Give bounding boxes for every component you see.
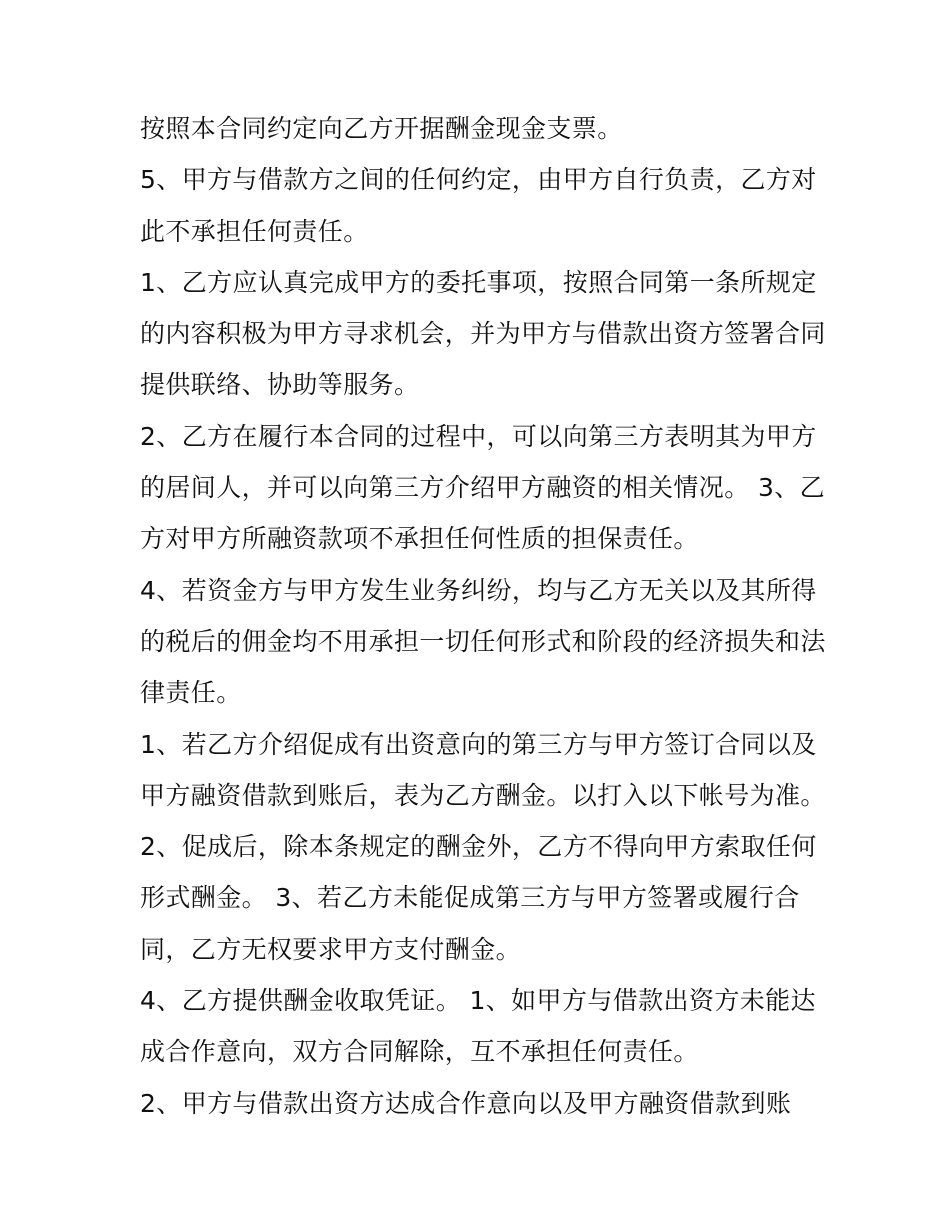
- text-line: 甲方融资借款到账后，表为乙方酬金。以打入以下帐号为准。: [140, 780, 826, 810]
- text-line: 2、促成后，除本条规定的酬金外，乙方不得向甲方索取任何: [140, 832, 817, 862]
- text-line: 1、若乙方介绍促成有出资意向的第三方与甲方签订合同以及: [140, 729, 817, 759]
- text-line: 成合作意向，双方合同解除，互不承担任何责任。: [140, 1037, 699, 1067]
- text-line: 律责任。: [140, 678, 242, 708]
- text-line: 的税后的佣金均不用承担一切任何形式和阶段的经济损失和法: [140, 626, 826, 656]
- document-body: [140, 103, 826, 1129]
- text-line: 此不承担任何责任。: [140, 216, 369, 246]
- text-line: 1、乙方应认真完成甲方的委托事项，按照合同第一条所规定: [140, 267, 817, 297]
- text-line: 4、乙方提供酬金收取凭证。 1、如甲方与借款出资方未能达: [140, 986, 816, 1016]
- text-line: 按照本合同约定向乙方开据酬金现金支票。: [140, 114, 623, 143]
- text-line: 的内容积极为甲方寻求机会，并为甲方与借款出资方签署合同: [140, 319, 826, 349]
- text-line: 的居间人，并可以向第三方介绍甲方融资的相关情况。 3、乙: [140, 473, 826, 503]
- text-line: 提供联络、协助等服务。: [140, 370, 420, 400]
- text-line: 2、乙方在履行本合同的过程中，可以向第三方表明其为甲方: [140, 421, 817, 451]
- text-line: 4、若资金方与甲方发生业务纠纷，均与乙方无关以及其所得: [140, 575, 817, 605]
- text-line: 同，乙方无权要求甲方支付酬金。: [140, 934, 522, 964]
- text-line: 2、甲方与借款出资方达成合作意向以及甲方融资借款到账: [140, 1088, 792, 1118]
- text-line: 形式酬金。 3、若乙方未能促成第三方与甲方签署或履行合: [140, 883, 800, 913]
- text-line: 5、甲方与借款方之间的任何约定，由甲方自行负责，乙方对: [140, 165, 817, 195]
- text-line: 方对甲方所融资款项不承担任何性质的担保责任。: [140, 524, 699, 554]
